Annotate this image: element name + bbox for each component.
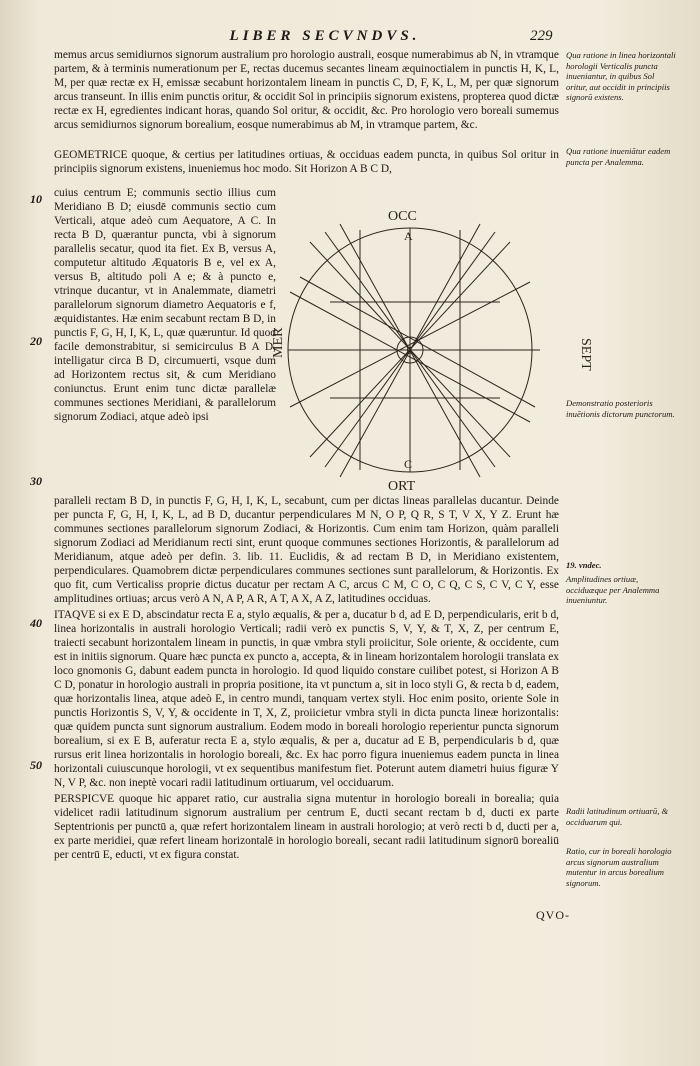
parallel-6	[300, 277, 535, 407]
margin-note-2: Qua ratione inueniātur eadem puncta per Analemma.	[566, 146, 671, 167]
line-number-20: 20	[30, 334, 42, 348]
page-header	[0, 28, 700, 50]
label-occ: OCC	[388, 209, 417, 224]
margin-note-5: Amplitudines ortiuæ, occiduæque per Analemma inueniuntur.	[566, 574, 660, 605]
paragraph-4-text: ITAQVE si ex E D, abscindatur recta E a, stylo æqualis, & per a, ducatur b d, ad E D, perpendicularis, erit b d, linea horizontalis in australi horologio Verticali; radii verò ex punctis S, V, Y, & T, X, Z, per centrum E, traiecti secabunt horizontalem lineam in punctis, in quæ vmbra styli proiicitur, Sole oriente, & occidente, cum est in initiis signorum. Quare hæc puncta ex puncto a, accepta, & in lineam horizontalem horologii translata ex loco gnomonis G, dabunt eadem puncta in horologio. Id quod liquido constare cuilibet potest, si Horizon A B C D, ponatur in horologio australi in propria positione, ita vt punctum a, sit in loco styli G, & recta b d, eadem, quæ horizontalis linea, atque adeò E, in centro mundi, tanquam vertex styli. Hoc enim posito, oriente Sole in punctis Horizontis S, V, Y, & occidente in T, X, Z, proiicietur vmbra styli in dicta puncta lineæ horizontalis: quæ quidem puncta sunt signorum australium. Eodem modo in boreali horologio reperientur puncta signorum borealium, si ex E B, auferatur recta E a, stylo æqualis, & per a, ducatur ad E B, perpendicularis b d, quæ rursus erit linea horizontalis in horologio boreali, &c. Ex hac porro figura inueniemus eadem puncta in linea horizontali cuiuscunque horologii, vt ex sequentibus manifestum fiet. Poterunt autem diametri huius figuræ Y N, V P, &c. non ineptè vocari radii latitudinum ortiuarum, vel occiduarum.	[54, 609, 559, 789]
paragraph-1	[54, 48, 559, 132]
line-number-50: 50	[30, 758, 42, 772]
paragraph-5-text: PERSPICVE quoque hic apparet ratio, cur australia signa mutentur in horologio boreali in borealia; quia videlicet radii latitudinum signorum australium per centrum E, ducti secant rectam b d, ducti ex parte Septentrionis per punctū a, quæ refert horizontalem lineam in australi horologio; at verò recti b d, ducti per a, ex parte meridiei, quæ refert lineam horizontalē in horologio boreali, secant radii latitudinum signorū borealiū per centrū E, educti, vt ex figura constat.	[54, 793, 559, 861]
line-number-10: 10	[30, 192, 42, 206]
line-number-30: 30	[30, 474, 42, 488]
catchword: QVO-	[536, 908, 570, 922]
running-title: LIBER SECVNDVS.	[229, 28, 421, 44]
label-mer: MER	[271, 327, 286, 358]
paragraph-3	[54, 494, 559, 862]
label-ort: ORT	[388, 479, 416, 494]
analemma-figure	[270, 182, 593, 502]
margin-note-7: Ratio, cur in boreali horologio arcus signorum australium mutentur in arcus borealium signorum.	[566, 846, 672, 888]
left-column-paragraph: cuius centrum E; communis sectio illius cum Meridiano B D; eiusdē communis sectio cum Verticali, atque adeò cum Aequatore, A C. In recta B D, quærantur puncta, vbi à signorum parallelis secatur, quod ita fiet. Ex B, versus A, computetur altitudo Æquatoris B e, vel ex A, versus B, altitudo poli A e; & à puncto e, vtrinque ducantur, vt in Analemmate, diametri parallelorum signorum diametro Aequatoris e f, æquidistantes. Hæ enim secabunt rectam B D, in punctis F, G, H, I, K, L, quæ quæruntur. Id quod facile demonstrabitur, si semicirculus B A D, intelligatur circa B D, circumuerti, vsque dum ad Horizontem rectus sit, & cum Meridiano coniunctus. Erunt enim tunc dictæ parallelæ communes sectiones Meridiani, & parallelorum signorum Zodiaci, atque adeò ipsi	[54, 187, 276, 423]
paragraph-3-text: paralleli rectam B D, in punctis F, G, H, I, K, L, secabunt, cum per dictas lineas parallelas ducantur. Deinde per puncta F, G, H, I, K, L, ad B D, ducantur perpendiculares M N, O P, Q R, S T, V X, Y Z. Erunt hæ communes sectiones parallelorum signorum Zodiaci, & Horizontis. Cum enim tam Horizon, quàm paralleli signorum Zodiaci ad Meridianum recti sint, erunt quoque communes sectiones Horizontis, & parallelorum ad Meridianum, atque adeò per defin. 3. lib. 11. Euclidis, & ad rectam B D, in Meridiano existentem, perpendiculares. Quamobrem dictæ perpendiculares communes sectiones sunt parallelorum, & Horizontis. Ex quo fit, cum Verticaliss proprie dictus ducatur per rectam A C, arcus C M, C O, C Q, C S, C V, C Y, esse amplitudines ortiuas; arcus verò A N, A P, A R, A T, A X, A Z, latitudines occiduas.	[54, 495, 559, 605]
label-e: E	[406, 346, 413, 357]
margin-note-6: Radii latitudinum ortiuarū, & occiduarum qui.	[566, 806, 669, 827]
margin-note-1: Qua ratione in linea horizontali horologii Verticalis puncta inueniantur, in quibus Sol oritur, aut occidit in principiis signorū existens.	[566, 50, 676, 102]
line-number-40: 40	[30, 616, 42, 630]
paragraph-2	[54, 148, 559, 176]
label-sept: SEPT	[578, 338, 593, 371]
label-a: A	[404, 229, 413, 243]
analemma-diagram	[270, 182, 593, 502]
page-number: 229	[530, 28, 553, 44]
paragraph-1-text: memus arcus semidiurnos signorum australium pro horologio australi, eosque numerabimus ab N, in vtramque partem, & à terminis numerationum per E, rectas ducemus secantes lineam æquinoctialem in punctis H, K, L, M, per quæ rectæ ex H, emissæ secabunt horizontalem lineam in punctis C, D, F, K, L, M, per quæ signorum arcus transeunt. In illis enim punctis oritur, & occidit Sol in principiis signorum existens, propterea quod dictæ rectæ ex H, egredientes indicant horas, quando Sol oritur, & occidit, &c. Pro horologio vero boreali sumemus arcus semidiurnos signorum borealium, eosque numerabimus ab M, in vtramque partem, &c.	[54, 49, 559, 131]
label-c: C	[404, 457, 413, 471]
margin-note-3: Demonstratio posterioris inuētionis dictorum punctorum.	[566, 398, 675, 419]
paragraph-2-text: GEOMETRICE quoque, & certius per latitudines ortiuas, & occiduas eadem puncta, in quibus Sol oritur in principiis signorum existens, inueniemus hoc modo. Sit Horizon A B C D,	[54, 149, 559, 175]
margin-note-4: 19. vndec.	[566, 560, 602, 570]
left-column-text	[54, 186, 276, 424]
